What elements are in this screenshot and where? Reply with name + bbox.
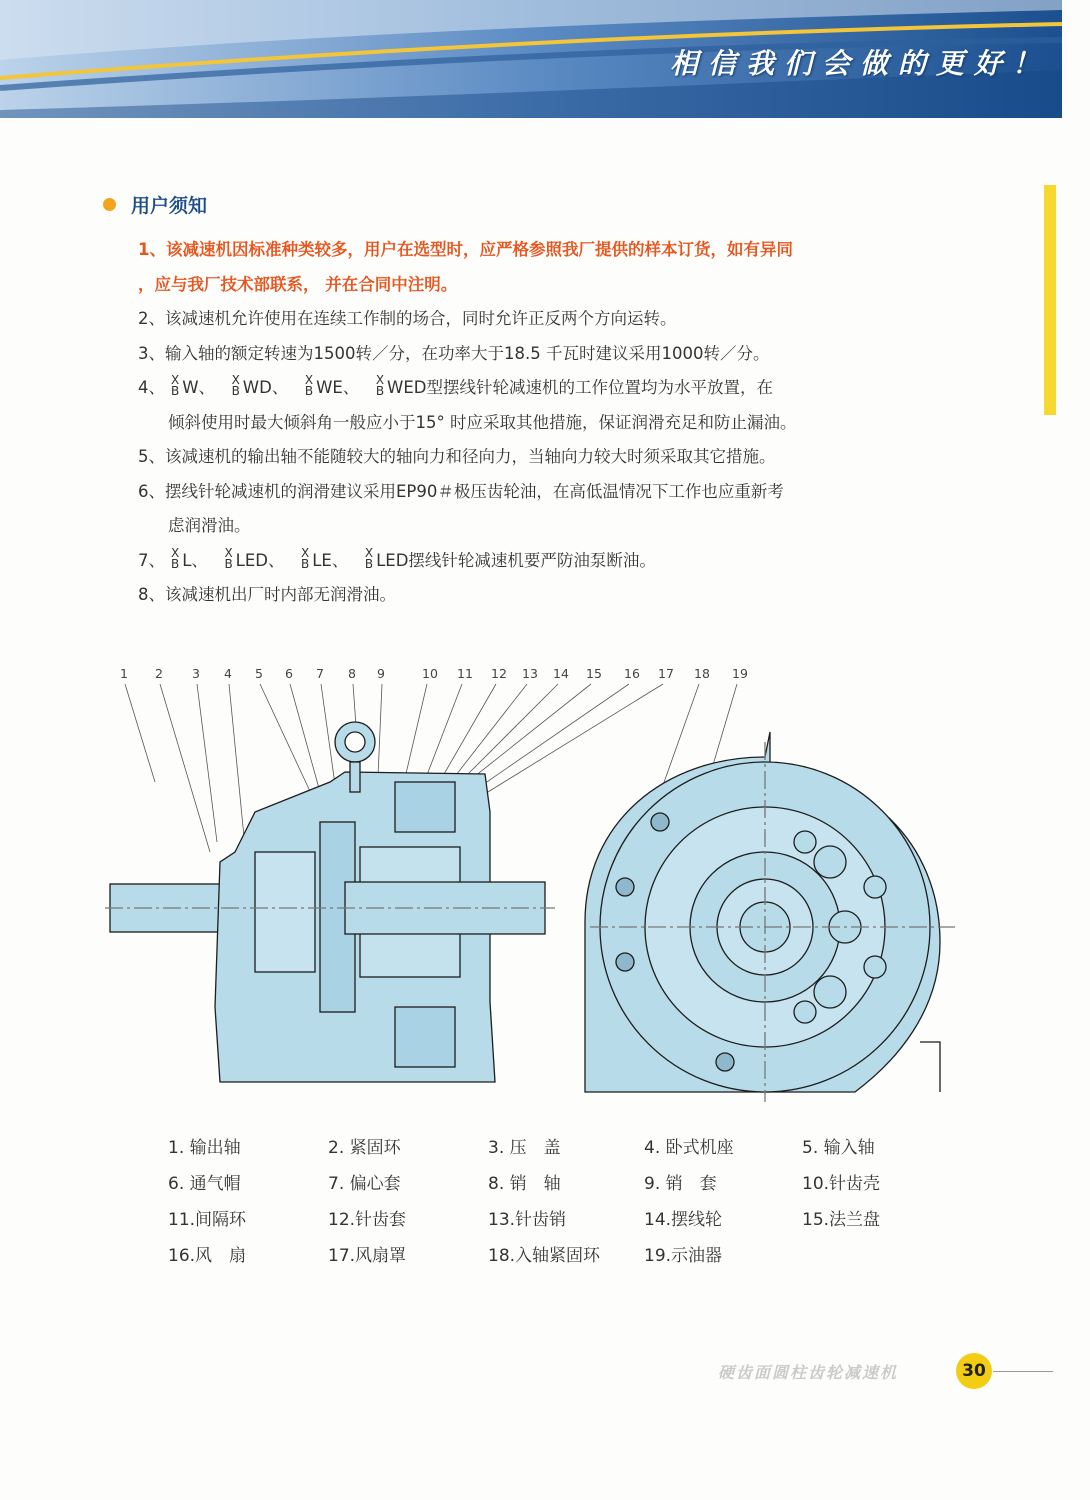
legend-item-2: 2. 紧固环: [328, 1138, 401, 1158]
note-6-line-2: 虑润滑油。: [168, 516, 251, 535]
model-we: WE、: [316, 378, 360, 397]
legend-item-9: 9. 销 套: [644, 1174, 717, 1194]
legend-item-13: 13.针齿销: [488, 1210, 567, 1230]
model-prefix-xb: X B: [231, 373, 240, 398]
side-accent-bar: [1044, 185, 1056, 415]
callout-14: 14: [553, 666, 569, 681]
footer-divider: [993, 1371, 1053, 1372]
note-7-tail: LED摆线针轮减速机要严防油泵断油。: [376, 550, 656, 570]
model-prefix-xb: X B: [171, 545, 180, 571]
callout-16: 16: [624, 666, 640, 681]
front-view: [585, 732, 955, 1102]
note-4-tail: WED型摆线针轮减速机的工作位置均为水平放置，在: [387, 378, 773, 397]
model-prefix-xb: X B: [304, 373, 314, 398]
footer-product-name: 硬齿面圆柱齿轮减速机: [718, 1363, 899, 1382]
legend-item-5: 5. 输入轴: [802, 1138, 875, 1158]
callout-17: 17: [658, 666, 674, 681]
note-7-number: 7、: [138, 550, 165, 570]
model-le: LE、: [312, 550, 349, 570]
model-w: W、: [182, 378, 216, 397]
note-7: [138, 544, 938, 579]
note-4-number: 4、: [138, 378, 165, 397]
section-title-text: 用户须知: [131, 195, 208, 217]
bullet-dot-icon: [103, 198, 116, 211]
legend-item-6: 6. 通气帽: [168, 1174, 241, 1194]
callout-13: 13: [522, 666, 538, 681]
slogan: 相信我们会做的更好！: [669, 47, 1050, 80]
page-number: 30: [956, 1353, 992, 1389]
legend-item-18: 18.入轴紧固环: [488, 1246, 601, 1266]
legend-item-3: 3. 压 盖: [488, 1138, 561, 1158]
callout-4: 4: [224, 666, 232, 681]
note-6-line-1: 6、摆线针轮减速机的润滑建议采用EP90＃极压齿轮油，在高低温情况下工作也应重新考: [138, 481, 784, 501]
legend-item-12: 12.针齿套: [328, 1210, 407, 1230]
legend-item-8: 8. 销 轴: [488, 1174, 561, 1194]
callout-12: 12: [491, 666, 507, 681]
model-wd: WD、: [242, 378, 289, 397]
callout-19: 19: [732, 666, 748, 681]
note-4-line-1: [138, 371, 938, 406]
callout-7: 7: [316, 666, 324, 681]
callout-5: 5: [255, 666, 263, 681]
callout-6: 6: [285, 666, 293, 681]
model-led: LED、: [235, 550, 285, 570]
note-1-line-1: 1、该减速机因标准种类较多，用户在选型时，应严格参照我厂提供的样本订货，如有异同: [138, 240, 793, 259]
model-prefix-xb: X B: [375, 373, 385, 398]
notes-list: [138, 233, 938, 613]
note-5: 5、该减速机的输出轴不能随较大的轴向力和径向力，当轴向力较大时须采取其它措施。: [138, 447, 776, 466]
legend-item-19: 19.示油器: [644, 1246, 723, 1266]
legend-item-17: 17.风扇罩: [328, 1246, 407, 1266]
model-prefix-xb: X B: [224, 545, 233, 571]
model-prefix-xb: X B: [171, 373, 180, 398]
legend-item-14: 14.摆线轮: [644, 1210, 723, 1230]
note-8: 8、该减速机出厂时内部无润滑油。: [138, 585, 396, 604]
model-prefix-xb: X B: [364, 545, 374, 571]
note-4-line-2: 倾斜使用时最大倾斜角一般应小于15° 时应采取其他措施，保证润滑充足和防止漏油。: [168, 412, 797, 432]
callout-10: 10: [422, 666, 438, 681]
side-section-view: [105, 722, 555, 1082]
callout-9: 9: [377, 666, 385, 681]
note-2: 2、该减速机允许使用在连续工作制的场合，同时允许正反两个方向运转。: [138, 309, 677, 328]
legend-item-1: 1. 输出轴: [168, 1138, 241, 1158]
callout-18: 18: [694, 666, 710, 681]
legend-item-4: 4. 卧式机座: [644, 1138, 734, 1158]
legend-item-7: 7. 偏心套: [328, 1174, 401, 1194]
callout-2: 2: [155, 666, 163, 681]
callout-numbers: [120, 666, 748, 681]
reducer-cross-section-drawing: [105, 662, 965, 1102]
note-1-line-2: ，应与我厂技术部联系， 并在合同中注明。: [138, 274, 458, 294]
callout-1: 1: [120, 666, 128, 681]
legend-item-11: 11.间隔环: [168, 1210, 247, 1230]
legend-item-16: 16.风 扇: [168, 1246, 247, 1266]
section-title: [103, 191, 207, 218]
model-prefix-xb: X B: [301, 545, 310, 571]
note-3: 3、输入轴的额定转速为1500转／分，在功率大于18.5 千瓦时建议采用1000转／分。: [138, 343, 770, 363]
callout-11: 11: [457, 666, 473, 681]
callout-8: 8: [348, 666, 356, 681]
legend-item-15: 15.法兰盘: [802, 1210, 881, 1230]
model-l: L、: [182, 550, 208, 570]
callout-15: 15: [586, 666, 602, 681]
callout-3: 3: [192, 666, 200, 681]
legend-item-10: 10.针齿壳: [802, 1174, 881, 1194]
